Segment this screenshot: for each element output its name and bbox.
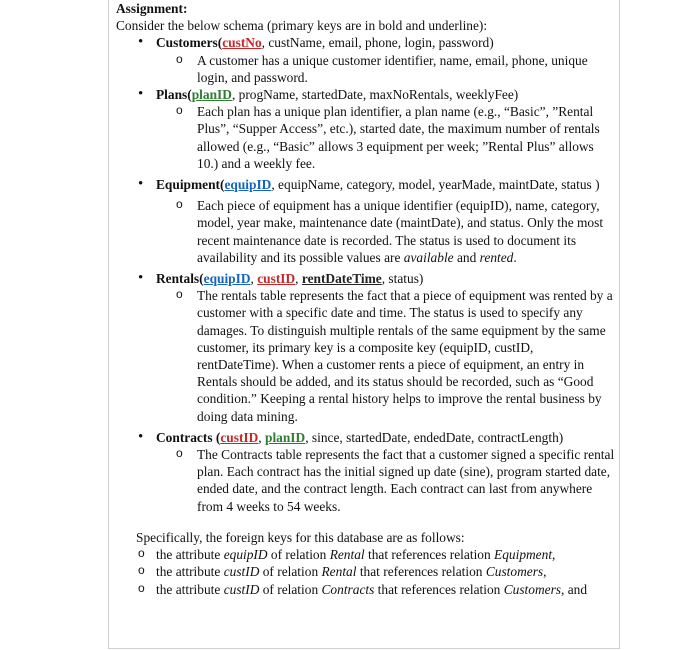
paren: (	[220, 177, 225, 193]
intro-text: Consider the below schema (primary keys are in bold and underline):	[116, 18, 488, 34]
relation-description: o The Contracts table represents the fact that a customer signed a specific rental plan. Each contract has the initial signed up date (sine), program started date, ended date, and the contract length. Each contract can last from anywhere from 4 weeks to 54 weeks.	[116, 446, 616, 515]
relation-name: Contracts	[156, 429, 213, 445]
relation-plans	[116, 86, 616, 172]
foreign-key-item: o the attribute custID of relation Rental that references relation Customers,	[116, 563, 616, 580]
assignment-heading: Assignment:	[116, 1, 188, 16]
foreign-key-item: o the attribute equipID of relation Rental that references relation Equipment,	[116, 546, 616, 563]
relation-customers	[116, 34, 616, 86]
fk-target: Equipment	[494, 547, 553, 563]
fk-attribute: equipID	[223, 547, 268, 563]
relation-name: Plans	[156, 87, 188, 103]
paren: (	[212, 429, 221, 445]
relation-contracts: • Contracts (custID, planID, since, startedDate, endedDate, contractLength) o The Contracts table represents the fact that a customer signed a specific rental plan. Each contract has the initial signed up date (sine), program started date, ended date, and the contract length. Each contract can last from anywhere from 4 weeks to 54 weeks.	[116, 429, 616, 515]
primary-key: planID	[191, 87, 232, 103]
fk-target: Customers	[485, 564, 544, 580]
foreign-keys-intro: Specifically, the foreign keys for this database are as follows:	[136, 529, 465, 545]
relation-attributes: , equipName, category, model, yearMade, maintDate, status )	[271, 177, 600, 193]
status-value: rented	[479, 249, 514, 265]
fk-relation: Rental	[329, 547, 365, 563]
conjunction: and	[453, 249, 480, 265]
primary-key: custNo	[222, 35, 262, 51]
fk-target: Customers	[503, 581, 561, 597]
primary-key: equipID	[224, 177, 272, 193]
relation-description	[116, 197, 616, 266]
relation-description: o The rentals table represents the fact that a piece of equipment was rented by a customer with a specific date and time. The status is used to specify any damages. To distinguish multiple rentals of the same equipment by the same customer, its primary key is a composite key (equipID, custID, rentDateTime). When a customer rents a piece of equipment, an entry in Rentals should be added, and its status should be recorded, such as “Good condition.” Keeping a rental history helps to improve the rental business by doing data mining.	[116, 287, 616, 425]
fk-relation: Contracts	[321, 581, 375, 597]
relation-description: o Each plan has a unique plan identifier, a plan name (e.g., “Basic”, ”Rental Plus”, “Supper Access”, etc.), started date, the maximum number of rentals allowed (e.g., “Basic” allows 3 equipment per week; ”Rental Plus” allows 10.) and a weekly fee.	[116, 103, 616, 172]
fk-relation: Rental	[321, 564, 357, 580]
relation-attributes: , progName, startedDate, maxNoRentals, weeklyFee)	[231, 87, 519, 103]
relation-name: Equipment	[156, 177, 220, 193]
primary-key: equipID	[203, 271, 251, 287]
status-value: available	[403, 249, 454, 265]
relation-name: Customers	[156, 35, 218, 51]
primary-key: rentDateTime	[301, 271, 382, 287]
document-body	[116, 0, 616, 598]
description-text: Each piece of equipment has a unique identifier (equipID), name, category, model, year make, maintenance date (maintDate), and status. Only the most recent maintenance date is recorded. The status is used to document its availability and its possible values are	[197, 198, 604, 265]
paren: (	[199, 271, 204, 287]
primary-key: custID	[220, 429, 259, 445]
relation-attributes: , custName, email, phone, login, password)	[261, 35, 494, 51]
schema-list	[116, 34, 616, 514]
paren: (	[217, 35, 223, 51]
primary-key: planID	[265, 429, 306, 445]
period: .	[513, 249, 517, 265]
primary-key: custID	[257, 271, 296, 287]
relation-attributes: , status)	[381, 271, 424, 287]
relation-attributes: , since, startedDate, endedDate, contractLength)	[305, 429, 564, 445]
fk-attribute: custID	[223, 564, 260, 580]
relation-rentals: • Rentals(equipID, custID, rentDateTime, status) o The rentals table represents the fact that a piece of equipment was rented by a customer with a specific date and time. The status is used to specify any damages. To distinguish multiple rentals of the same equipment by the same customer, its primary key is a composite key (equipID, custID, rentDateTime). When a customer rents a piece of equipment, an entry in Rentals should be added, and its status should be recorded, such as “Good condition.” Keeping a rental history helps to improve the rental business by doing data mining.	[116, 270, 616, 425]
foreign-key-item: o the attribute custID of relation Contracts that references relation Customers, and	[116, 581, 616, 598]
relation-description: o A customer has a unique customer identifier, name, email, phone, unique login, and password.	[116, 52, 616, 86]
fk-attribute: custID	[223, 581, 260, 597]
relation-equipment	[116, 176, 616, 266]
foreign-keys-list	[116, 546, 616, 598]
relation-name: Rentals	[156, 271, 200, 287]
paren: (	[187, 87, 192, 103]
